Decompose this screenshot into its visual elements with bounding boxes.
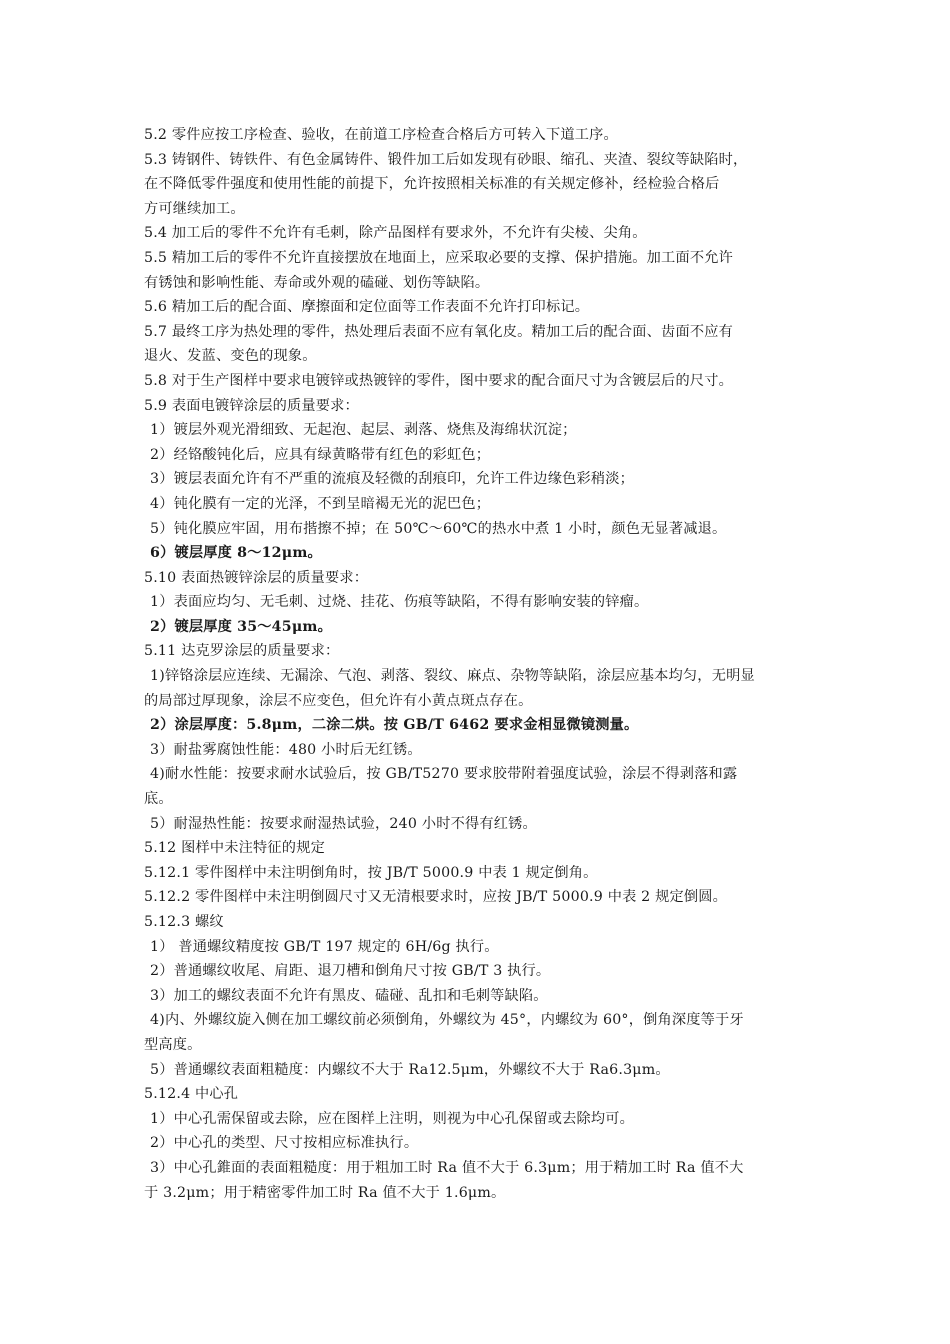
text-line: 于 3.2μm；用于精密零件加工时 Ra 值不大于 1.6μm。 [144,1184,506,1201]
text-line: 的局部过厚现象，涂层不应变色，但允许有小黄点斑点存在。 [144,692,533,709]
text-line: 型高度。 [144,1036,202,1053]
text-line: 2）经铬酸钝化后，应具有绿黄略带有红色的彩虹色； [150,446,491,463]
text-line: 3）耐盐雾腐蚀性能：480 小时后无红锈。 [150,741,422,758]
text-line: 退火、发蓝、变色的现象。 [144,348,317,365]
text-line: 2）中心孔的类型、尺寸按相应标准执行。 [150,1135,419,1152]
text-line: 5.5 精加工后的零件不允许直接摆放在地面上，应采取必要的支撑、保护措施。加工面不允许 [144,249,733,266]
text-line: 5.11 达克罗涂层的质量要求： [144,643,340,660]
text-line: 3）中心孔錐面的表面粗糙度：用于粗加工时 Ra 值不大于 6.3μm；用于精加工时 Ra 值不大 [150,1159,744,1176]
text-line: 1）中心孔需保留或去除，应在图样上注明，则视为中心孔保留或去除均可。 [150,1110,635,1127]
text-line: 底。 [144,791,173,808]
text-line: 有锈蚀和影响性能、寿命或外观的磕碰、划伤等缺陷。 [144,274,490,291]
text-line: 6）镀层厚度 8～12μm。 [150,545,322,562]
text-line: 5.10 表面热镀锌涂层的质量要求： [144,569,369,586]
text-line: 5.12.4 中心孔 [144,1086,239,1103]
text-line: 2）涂层厚度：5.8μm，二涂二烘。按 GB/T 6462 要求金相显微镜测量。 [150,717,639,734]
text-line: 在不降低零件强度和使用性能的前提下，允许按照相关标准的有关规定修补，经检验合格后 [144,176,720,193]
text-line: 5.12.2 零件图样中未注明倒圆尺寸又无清根要求时，应按 JB/T 5000.9 中表 2 规定倒圆。 [144,889,728,906]
text-line: 5.7 最终工序为热处理的零件，热处理后表面不应有氧化皮。精加工后的配合面、齿面不应有 [144,323,733,340]
text-line: 3）镀层表面允许有不严重的流痕及轻微的刮痕印，允许工件边缘色彩稍淡； [150,471,635,488]
text-line: 1）镀层外观光滑细致、无起泡、起层、剥落、烧焦及海绵状沉淀； [150,422,577,439]
text-line: 5.12 图样中未注特征的规定 [144,840,325,857]
text-line: 4）钝化膜有一定的光泽，不到呈暗褐无光的泥巴色； [150,495,491,512]
text-line: 2）镀层厚度 35～45μm。 [150,618,333,635]
text-line: 4)耐水性能：按要求耐水试验后，按 GB/T5270 要求胶带附着强度试验，涂层不得剥落和露 [150,766,738,783]
text-line: 5.12.3 螺纹 [144,914,224,930]
text-line: 5）耐湿热性能：按要求耐湿热试验，240 小时不得有红锈。 [150,815,537,832]
text-line: 5）钝化膜应牢固，用布揩擦不掉；在 50℃～60℃的热水中煮 1 小时，颜色无显著减退。 [150,520,727,537]
text-line: 5.2 零件应按工序检查、验收，在前道工序检查合格后方可转入下道工序。 [144,127,618,143]
text-line: 5.12.1 零件图样中未注明倒角时，按 JB/T 5000.9 中表 1 规定倒角。 [144,864,598,881]
document-body [144,123,820,1205]
text-line: 5.8 对于生产图样中要求电镀锌或热镀锌的零件，图中要求的配合面尺寸为含镀层后的尺寸。 [144,372,733,389]
text-line: 3）加工的螺纹表面不允许有黑皮、磕碰、乱扣和毛刺等缺陷。 [150,987,548,1004]
text-line: 5.9 表面电镀锌涂层的质量要求： [144,397,359,414]
text-line: 4)内、外螺纹旋入侧在加工螺纹前必须倒角，外螺纹为 45°，内螺纹为 60°，倒角深度等于牙 [150,1012,744,1029]
text-line: 1）表面应均匀、无毛刺、过烧、挂花、伤痕等缺陷，不得有影响安装的锌瘤。 [150,594,649,611]
text-line: 1） 普通螺纹精度按 GB/T 197 规定的 6H/6g 执行。 [150,938,499,955]
text-line: 5.6 精加工后的配合面、摩擦面和定位面等工作表面不允许打印标记。 [144,299,590,316]
text-line: 2）普通螺纹收尾、肩距、退刀槽和倒角尺寸按 GB/T 3 执行。 [150,963,551,980]
text-line: 5.4 加工后的零件不允许有毛刺，除产品图样有要求外，不允许有尖棱、尖角。 [144,225,647,242]
text-line: 1)锌铬涂层应连续、无漏涂、气泡、剥落、裂纹、麻点、杂物等缺陷，涂层应基本均匀，无明显 [150,668,755,685]
text-line: 方可继续加工。 [144,200,245,217]
text-line: 5.3 铸钢件、铸铁件、有色金属铸件、锻件加工后如发现有砂眼、缩孔、夹渣、裂纹等缺陷时， [144,151,748,168]
text-line: 5）普通螺纹表面粗糙度：内螺纹不大于 Ra12.5μm，外螺纹不大于 Ra6.3μm。 [150,1061,670,1078]
